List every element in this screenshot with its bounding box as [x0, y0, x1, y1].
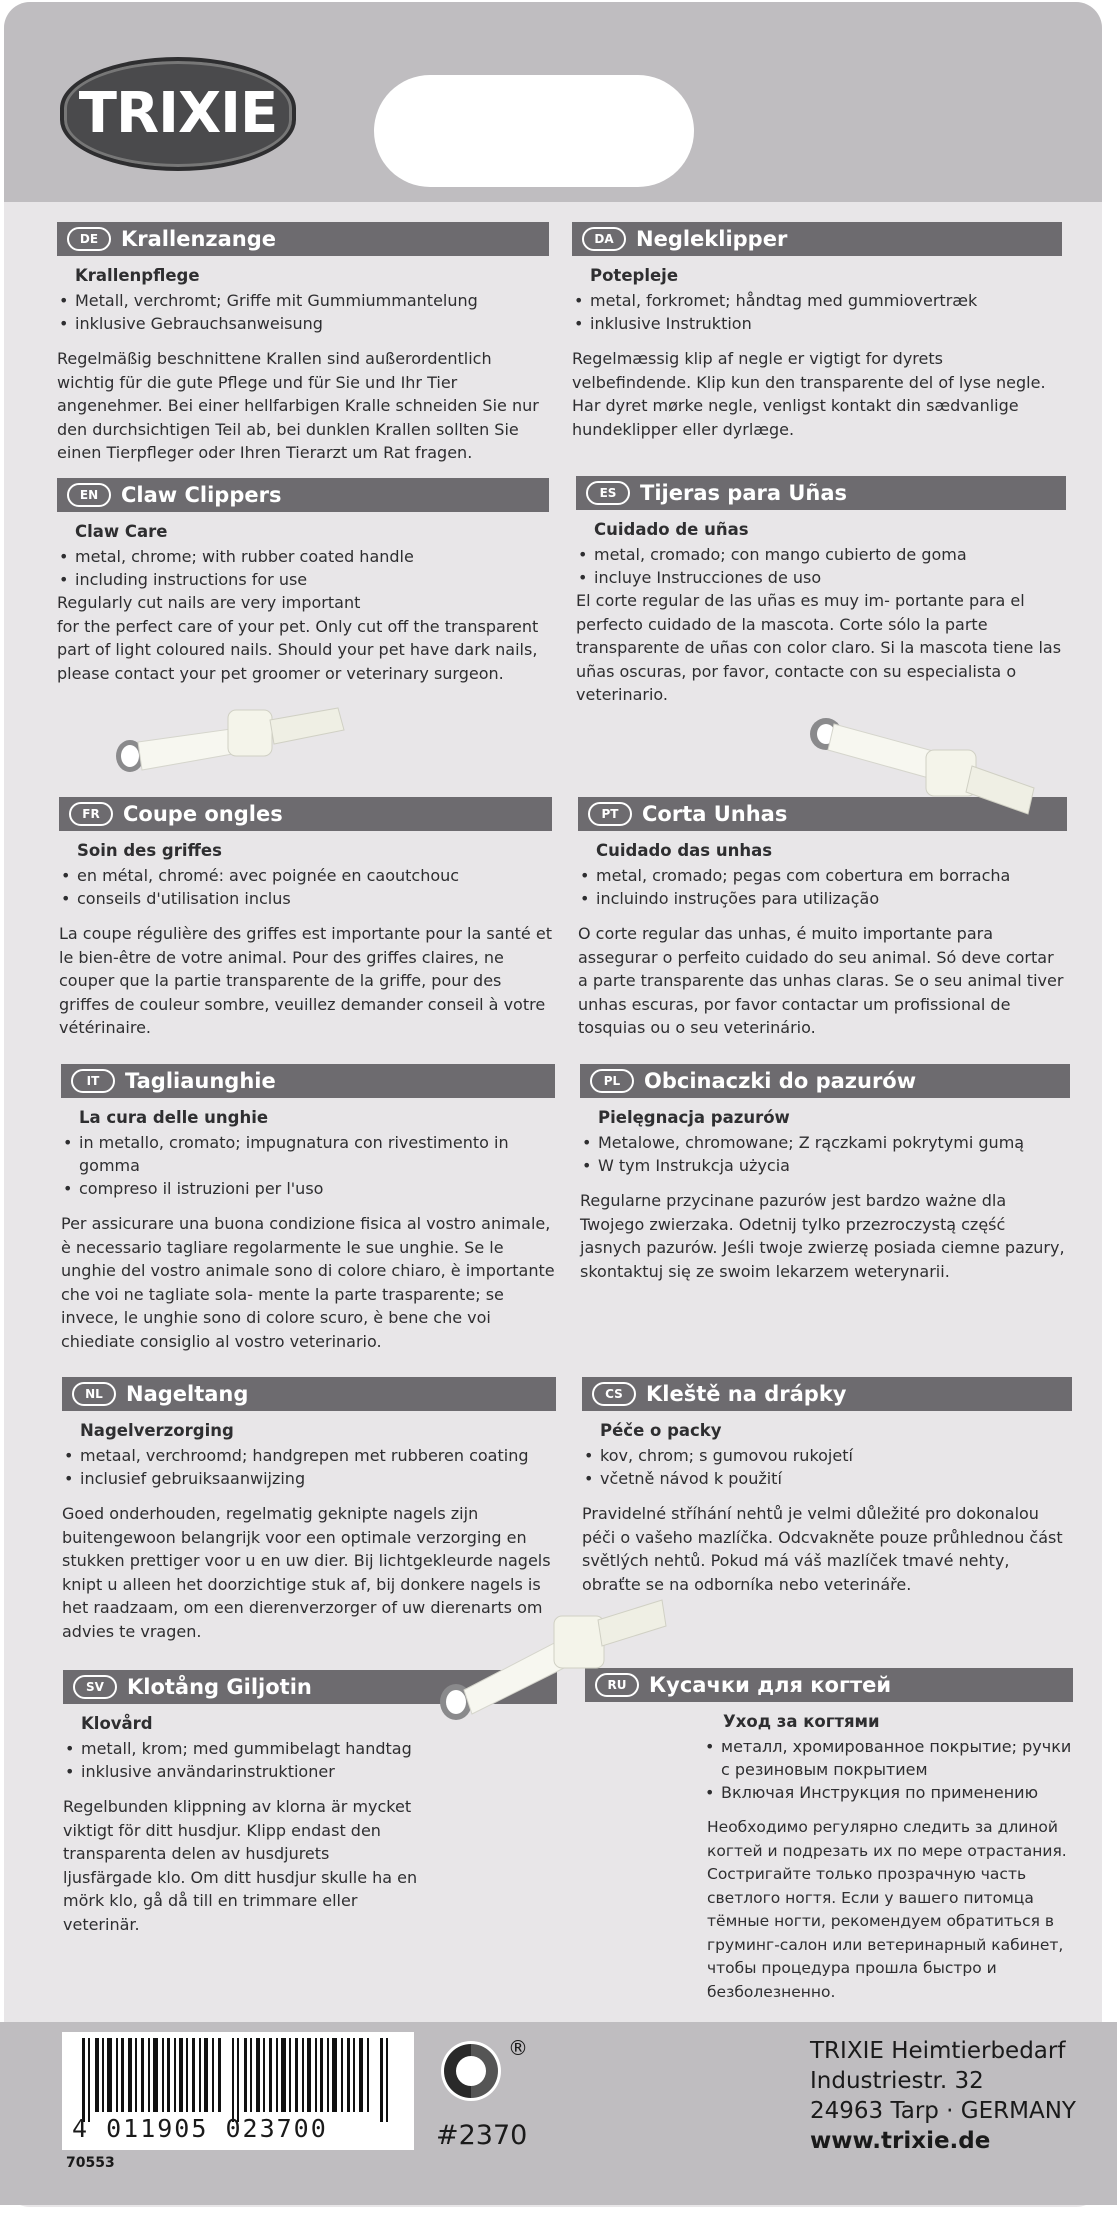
section-pt	[578, 797, 1067, 1040]
bullet-list	[62, 1444, 556, 1490]
section-subtitle: Cuidado de uñas	[594, 520, 749, 539]
section-header	[61, 1064, 555, 1098]
bullet-list	[57, 545, 549, 591]
section-subtitle: La cura delle unghie	[79, 1108, 269, 1127]
section-cs	[582, 1377, 1072, 1596]
lang-badge: PL	[590, 1069, 634, 1093]
section-header	[576, 476, 1066, 510]
lang-badge: CS	[592, 1382, 636, 1406]
section-body: O corte regular das unhas, é muito importante para assegurar o perfeito cuidado do seu animal. Só deve cortar a parte transparente das unhas claras. Se o seu animal tiver unhas escuras, por favor contactar um profissional de tosquias ou o seu veterinário.	[578, 924, 1064, 1037]
section-body: Goed onderhouden, regelmatig geknipte nagels zijn buitengewoon belangrijk voor een optimale verzorging en stukken prettiger voor u en uw dier. Bij lichtgekleurde nagels knipt u alleen het doorzichtige stuk af, bij donkere nagels is het raadzaam, om een dierenverzorger of uw dierenarts om advies te vragen.	[62, 1504, 551, 1641]
address-line: TRIXIE Heimtierbedarf	[810, 2038, 1066, 2064]
bullet: • incluye Instrucciones de uso	[576, 566, 1066, 589]
bullet: • Metall, verchromt; Griffe mit Gummiummantelung	[57, 289, 549, 312]
bullet: • inklusive användarinstruktioner	[63, 1760, 557, 1783]
company-address	[810, 2036, 1076, 2156]
section-title: Klotång Giljotin	[127, 1675, 312, 1699]
bullet-list	[59, 864, 552, 910]
bullet: • metaal, verchroomd; handgrepen met rubberen coating	[62, 1444, 556, 1467]
section-body: Per assicurare una buona condizione fisica al vostro animale, è necessario tagliare regolarmente le sue unghie. Se le unghie del vostro animale sono di colore chiaro, è importante che voi ne tagliate sola- mente la parte trasparente; se invece, le unghie sono di colore scuro, è bene che voi chiediate consiglio al vostro veterinario.	[61, 1214, 555, 1351]
address-line: Industriestr. 32	[810, 2068, 984, 2094]
section-title: Coupe ongles	[123, 802, 283, 826]
bullet-list	[61, 1131, 555, 1200]
claw-clipper-bottom	[430, 1580, 670, 1730]
section-fr	[59, 797, 552, 1040]
section-subtitle: Pielęgnacja pazurów	[598, 1108, 790, 1127]
bullet: • metall, krom; med gummibelagt handtag	[63, 1737, 557, 1760]
bullet: • metal, cromado; con mango cubierto de goma	[576, 543, 1066, 566]
bullet: • kov, chrom; s gumovou rukojetí	[582, 1444, 1072, 1467]
bullet-list	[572, 289, 1062, 335]
lang-badge: NL	[72, 1382, 116, 1406]
bullet: • in metallo, cromato; impugnatura con rivestimento in gomma	[61, 1131, 555, 1177]
bullet-list	[703, 1735, 1073, 1804]
trixie-logo	[60, 57, 296, 171]
bullet: • compreso il istruzioni per l'uso	[61, 1177, 555, 1200]
section-body: Regularly cut nails are very important for the perfect care of your pet. Only cut off the transparent part of light coloured nails. Should your pet have dark nails, please contact your pet groomer or veterinary surgeon.	[57, 593, 539, 683]
section-title: Claw Clippers	[121, 483, 282, 507]
bullet-list	[576, 543, 1066, 589]
section-title: Кусачки для когтей	[649, 1673, 892, 1697]
section-subtitle: Péče o packy	[600, 1421, 722, 1440]
address-line: 24963 Tarp · GERMANY	[810, 2098, 1076, 2124]
section-header	[572, 222, 1062, 256]
bullet-list	[57, 289, 549, 335]
section-body: La coupe régulière des griffes est importante pour la santé et le bien-être de votre animal. Pour des griffes claires, ne couper que la partie transparente de la griffe, pour des griffes de couleur sombre, veuillez demander conseil à votre vétérinaire.	[59, 924, 552, 1037]
bullet: • including instructions for use	[57, 568, 549, 591]
brand-text: TRIXIE	[78, 81, 278, 146]
section-subtitle: Claw Care	[75, 522, 168, 541]
section-subtitle: Уход за когтями	[723, 1712, 880, 1731]
section-pl	[580, 1064, 1070, 1283]
bullet: • metal, forkromet; håndtag med gummiovertræk	[572, 289, 1062, 312]
section-body: Regelmæssig klip af negle er vigtigt for dyrets velbefindende. Klip kun den transparente del of lyse negle. Har dyret mørke negle, venligst kontakt din sædvanlige hundeklipper eller dyrlæge.	[572, 349, 1046, 439]
bullet: • inklusive Instruktion	[572, 312, 1062, 335]
lang-badge: DA	[582, 227, 626, 251]
section-title: Tagliaunghie	[125, 1069, 276, 1093]
section-es	[576, 476, 1066, 707]
website: www.trixie.de	[810, 2128, 991, 2154]
section-header	[57, 222, 549, 256]
lang-badge: ES	[586, 481, 630, 505]
section-title: Nageltang	[126, 1382, 249, 1406]
section-subtitle: Klovård	[81, 1714, 153, 1733]
article-number: #2370	[436, 2120, 528, 2151]
green-dot-recycle-icon	[440, 2040, 502, 2102]
lang-badge: RU	[595, 1673, 639, 1697]
section-it	[61, 1064, 555, 1353]
section-subtitle: Potepleje	[590, 266, 679, 285]
section-header	[62, 1377, 556, 1411]
barcode-number: 4 011905 023700	[72, 2114, 328, 2143]
bullet: • Metalowe, chromowane; Z rączkami pokrytymi gumą	[580, 1131, 1070, 1154]
section-da	[572, 222, 1062, 441]
lang-badge: EN	[67, 483, 111, 507]
bullet-list	[63, 1737, 557, 1783]
bullet: • metal, chrome; with rubber coated handle	[57, 545, 549, 568]
bullet-list	[580, 1131, 1070, 1177]
bullet: • incluindo instruções para utilização	[578, 887, 1067, 910]
bullet: • včetně návod k použití	[582, 1467, 1072, 1490]
section-subtitle: Soin des griffes	[77, 841, 222, 860]
bullet: • W tym Instrukcja użycia	[580, 1154, 1070, 1177]
bullet: • Включая Инструкция по применению	[703, 1781, 1073, 1804]
section-subtitle: Cuidado das unhas	[596, 841, 773, 860]
section-body: Regelmäßig beschnittene Krallen sind außerordentlich wichtig für die gute Pflege und für Sie und Ihr Tier angenehmer. Bei einer hellfarbigen Kralle schneiden Sie nur den durchsichtigen Teil ab, bei dunklen Krallen sollten Sie einen Tierpfleger oder Ihren Tierarzt um Rat fragen.	[57, 349, 539, 462]
section-title: Kleště na drápky	[646, 1382, 847, 1406]
section-header	[580, 1064, 1070, 1098]
bullet: • inclusief gebruiksaanwijzing	[62, 1467, 556, 1490]
section-title: Tijeras para Uñas	[640, 481, 848, 505]
claw-clipper-right	[804, 710, 1044, 830]
bullet: • metal, cromado; pegas com cobertura em borracha	[578, 864, 1067, 887]
lang-badge: PT	[588, 802, 632, 826]
hang-hole	[374, 75, 694, 187]
lang-badge: IT	[71, 1069, 115, 1093]
bullet: • conseils d'utilisation inclus	[59, 887, 552, 910]
section-body: Pravidelné stříhání nehtů je velmi důležité pro dokonalou péči o vašeho mazlíčka. Odcvakněte pouze průhlednou část světlých nehtů. Pokud má váš mazlíček tmavé nehty, obraťte se na odborníka nebo veterináře.	[582, 1504, 1063, 1594]
lang-badge: FR	[69, 802, 113, 826]
section-title: Corta Unhas	[642, 802, 788, 826]
section-header	[582, 1377, 1072, 1411]
claw-clipper-left	[108, 690, 348, 780]
bullet: • en métal, chromé: avec poignée en caoutchouc	[59, 864, 552, 887]
section-title: Negleklipper	[636, 227, 788, 251]
lang-badge: DE	[67, 227, 111, 251]
section-subtitle: Krallenpflege	[75, 266, 200, 285]
section-subtitle: Nagelverzorging	[80, 1421, 234, 1440]
bullet: • inklusive Gebrauchsanweisung	[57, 312, 549, 335]
section-body: Regelbunden klippning av klorna är mycket viktigt för ditt husdjur. Klipp endast den transparenta delen av husdjurets ljusfärgade klo. Om ditt husdjur skulle ha en mörk klo, gå då till en trimmare eller veterinär.	[63, 1797, 418, 1934]
section-title: Obcinaczki do pazurów	[644, 1069, 917, 1093]
section-header	[59, 797, 552, 831]
bullet-list	[582, 1444, 1072, 1490]
lang-badge: SV	[73, 1675, 117, 1699]
small-code: 70553	[66, 2155, 115, 2171]
section-body: El corte regular de las uñas es muy im- portante para el perfecto cuidado de la mascota. Corte sólo la parte transparente de uñas con color claro. Si la mascota tiene las uñas oscuras, por favor, contacte con su especialista o veterinario.	[576, 591, 1062, 704]
bullet: • металл, хромированное покрытие; ручки с резиновым покрытием	[703, 1735, 1073, 1781]
section-body: Необходимо регулярно следить за длиной когтей и подрезать их по мере отрастания. Состригайте только прозрачную часть светлого ногтя. Если у вашего питомца тёмные ногти, рекомендуем обратиться в груминг-салон или ветеринарный кабинет, чтобы процедура прошла быстро и безболезненно.	[707, 1818, 1067, 2001]
section-title: Krallenzange	[121, 227, 277, 251]
section-en	[57, 478, 549, 685]
section-de	[57, 222, 549, 465]
section-body: Regularne przycinane pazurów jest bardzo ważne dla Twojego zwierzaka. Odetnij tylko przezroczystą część jasnych pazurów. Jeśli twoje zwierzę posiada ciemne pazury, skontaktuj się ze swoim lekarzem weterynarii.	[580, 1191, 1065, 1281]
registered-mark: ®	[508, 2036, 528, 2060]
bullet-list	[578, 864, 1067, 910]
section-header	[57, 478, 549, 512]
